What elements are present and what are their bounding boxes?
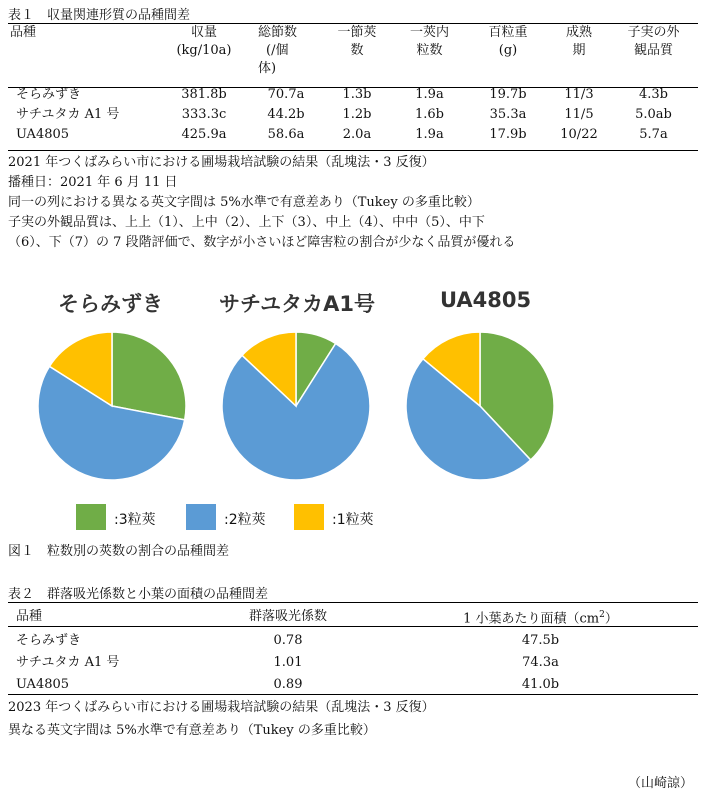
pie-chart — [38, 332, 186, 480]
table1-header-pods-per-node: 一節莢 数 — [337, 25, 377, 58]
legend-label-3-seed: :3粒莢 — [114, 512, 156, 528]
table2-note: 2023 年つくばみらい市における圃場栽培試験の結果（乱塊法・3 反復） — [8, 700, 435, 715]
pie-title: そらみずき — [58, 292, 163, 316]
table1-note: 同一の列における異なる英文字間は 5%水準で有意差あり（Tukey の多重比較） — [8, 195, 480, 210]
table1-note: （6）、下（7）の 7 段階評価で、数字が小さいほど障害粒の割合が少なく品質が優れる — [8, 235, 516, 250]
author: （山崎諒） — [628, 776, 694, 791]
legend-swatch-1-seed — [294, 504, 324, 530]
table1-row: UA4805 425.9a 58.6a 2.0a 1.9a 17.9b 10/22 5.7a — [16, 127, 668, 142]
table1-header-appearance: 子実の外 観品質 — [627, 25, 680, 58]
table2-row: サチユタカ A1 号 1.01 74.3a — [16, 655, 559, 671]
table1 — [8, 24, 698, 146]
legend-swatch-3-seed — [76, 504, 106, 530]
legend-label-2-seed: :2粒莢 — [224, 512, 266, 528]
table1-header-nodes: 総節数 (/個 体) — [258, 25, 298, 76]
table1-caption: 表１ 収量関連形質の品種間差 — [8, 8, 191, 23]
table1-header-seeds-per-pod: 一莢内 粒数 — [409, 25, 449, 58]
table1-header-yield: 収量 (kg/10a) — [176, 25, 232, 58]
pie-slice-3-seed — [112, 332, 186, 420]
table2-bottom-rule — [8, 694, 698, 695]
table1-header-rule — [8, 87, 698, 88]
table1-row: そらみずき 381.8b 70.7a 1.3b 1.9a 19.7b 11/3 4.3b — [16, 87, 668, 102]
pie-title: UA4805 — [440, 288, 532, 312]
table1-note: 播種日：2021 年 6 月 11 日 — [8, 175, 178, 190]
table2-row: そらみずき 0.78 47.5b — [16, 633, 560, 649]
table1-header-row — [8, 24, 698, 86]
table1-header-cultivar: 品種 — [10, 25, 37, 40]
table2-header-leaf-area: 1 小葉あたり面積$(cm^2)$ — [463, 610, 618, 627]
table2 — [8, 604, 698, 696]
pie-charts — [0, 320, 705, 520]
pie-chart — [406, 332, 554, 480]
table2-caption: 表２ 群落吸光係数と小葉の面積の品種間差 — [8, 587, 269, 602]
table2-note: 異なる英文字間は 5%水準で有意差あり（Tukey の多重比較） — [8, 723, 376, 738]
table1-note: 子実の外観品質は、上上（1）、上中（2）、上下（3）、中上（4）、中中（5）、中下 — [8, 215, 485, 230]
table1-note: 2021 年つくばみらい市における圃場栽培試験の結果（乱塊法・3 反復） — [8, 155, 435, 170]
table2-row: UA4805 0.89 41.0b — [16, 677, 560, 693]
table2-header-cultivar: 品種 — [16, 609, 43, 625]
table1-header-100-seed-weight: 百粒重 (g) — [488, 25, 528, 58]
figure1-caption: 図１ 粒数別の莢数の割合の品種間差 — [8, 544, 230, 559]
table1-row: サチユタカ A1 号 333.3c 44.2b 1.2b 1.6b 35.3a 11/5 5.0ab — [16, 107, 672, 122]
legend-label-1-seed: :1粒莢 — [332, 512, 374, 528]
table2-header-extinction: 群落吸光係数 — [248, 609, 327, 625]
pie-chart — [222, 332, 370, 480]
table2-header-rule — [8, 626, 698, 627]
table1-header-maturity: 成熟 期 — [565, 25, 592, 58]
pie-title: サチユタカA1号 — [219, 292, 376, 316]
legend-swatch-2-seed — [186, 504, 216, 530]
table2-top-rule — [8, 602, 698, 603]
table1-bottom-rule — [8, 150, 698, 151]
